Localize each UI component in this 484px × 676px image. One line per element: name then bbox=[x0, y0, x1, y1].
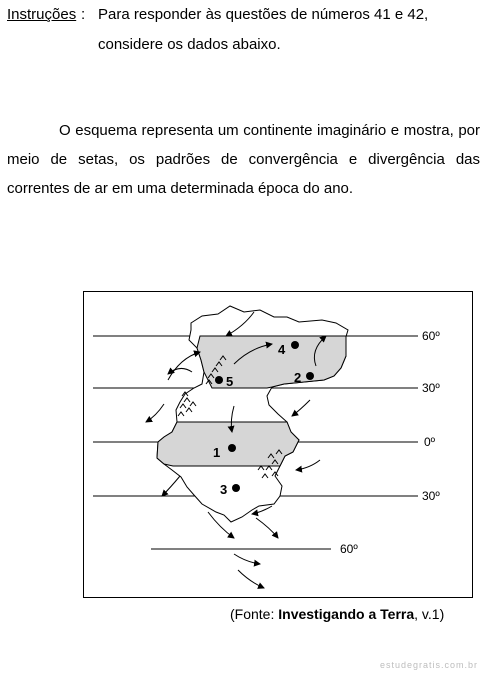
arrow-15 bbox=[238, 570, 264, 588]
point-5-marker bbox=[215, 376, 223, 384]
point-2-marker bbox=[306, 372, 314, 380]
point-label-4: 4 bbox=[278, 342, 286, 357]
arrow-8 bbox=[292, 400, 310, 416]
instructions-label: Instruções bbox=[7, 6, 77, 23]
instructions-line-1: Para responder às questões de números 41 e 42, bbox=[98, 6, 429, 23]
continent-diagram bbox=[83, 291, 473, 598]
arrow-10 bbox=[162, 476, 180, 496]
latitude-label-30s: 30º bbox=[422, 489, 440, 503]
latitude-label-60n: 60º bbox=[422, 329, 440, 343]
point-1-marker bbox=[228, 444, 236, 452]
instructions-line-2: considere os dados abaixo. bbox=[98, 36, 281, 53]
intro-paragraph: O esquema representa um continente imaginário e mostra, por meio de setas, os padrões de convergência e divergência das correntes de ar em uma determinada época do ano. bbox=[7, 122, 480, 197]
source-title: Investigando a Terra bbox=[278, 606, 415, 622]
point-3-marker bbox=[232, 484, 240, 492]
arrow-6 bbox=[146, 404, 164, 422]
arrow-14 bbox=[234, 554, 260, 564]
diagram-svg bbox=[84, 292, 472, 597]
point-label-5: 5 bbox=[226, 374, 234, 389]
point-label-3: 3 bbox=[220, 482, 228, 497]
point-label-2: 2 bbox=[294, 370, 302, 385]
source-suffix: , v.1) bbox=[414, 606, 445, 622]
arrow-1 bbox=[168, 352, 200, 380]
latitude-label-30n: 30º bbox=[422, 381, 440, 395]
point-label-1: 1 bbox=[213, 445, 221, 460]
arrow-12 bbox=[256, 518, 278, 538]
source-prefix: (Fonte: bbox=[230, 606, 279, 622]
figure-source bbox=[230, 606, 444, 622]
instructions-colon: : bbox=[81, 6, 86, 23]
latitude-label-equator: 0º bbox=[424, 435, 436, 449]
shaded-band-equator bbox=[157, 422, 299, 466]
site-watermark: estudegratis.com.br bbox=[379, 660, 478, 670]
latitude-label-60s: 60º bbox=[340, 542, 358, 556]
point-4-marker bbox=[291, 341, 299, 349]
arrow-9 bbox=[296, 460, 320, 470]
